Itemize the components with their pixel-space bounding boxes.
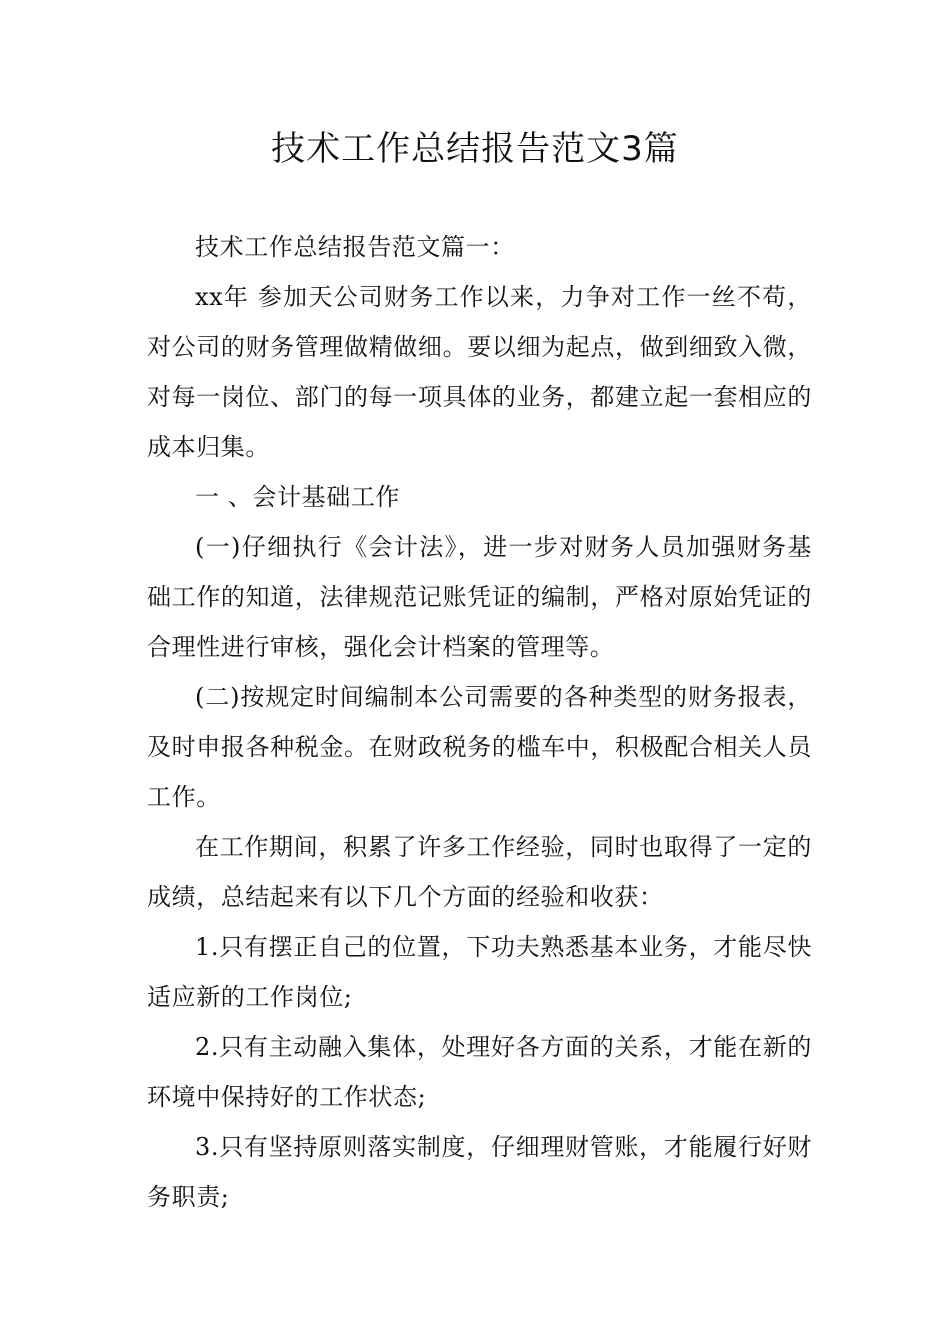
paragraph-item-one: (一)仔细执行《会计法》，进一步对财务人员加强财务基础工作的知道，法律规范记账凭证的编制，严格对原始凭证的合理性进行审核，强化会计档案的管理等。: [147, 533, 812, 661]
paragraph-point-3: 3.只有坚持原则落实制度，仔细理财管账，才能履行好财务职责;: [147, 1133, 812, 1211]
paragraph-experience-summary: 在工作期间，积累了许多工作经验，同时也取得了一定的成绩，总结起来有以下几个方面的经验和收获：: [147, 833, 812, 911]
paragraph-heading-accounting-basics: 一 、会计基础工作: [195, 483, 401, 511]
paragraph-section-heading: 技术工作总结报告范文篇一：: [195, 233, 515, 261]
paragraph-intro: xx年 参加天公司财务工作以来，力争对工作一丝不苟，对公司的财务管理做精做细。要以细为起点，做到细致入微，对每一岗位、部门的每一项具体的业务，都建立起一套相应的成本归集。: [147, 283, 812, 461]
document-title: 技术工作总结报告范文3篇: [271, 129, 679, 169]
document-body: [147, 222, 812, 1222]
paragraph-item-two: (二)按规定时间编制本公司需要的各种类型的财务报表，及时申报各种税金。在财政税务的槛车中，积极配合相关人员工作。: [147, 683, 812, 811]
paragraph-point-2: 2.只有主动融入集体，处理好各方面的关系，才能在新的环境中保持好的工作状态;: [147, 1033, 812, 1111]
paragraph-point-1: 1.只有摆正自己的位置，下功夫熟悉基本业务，才能尽快适应新的工作岗位;: [147, 933, 812, 1011]
